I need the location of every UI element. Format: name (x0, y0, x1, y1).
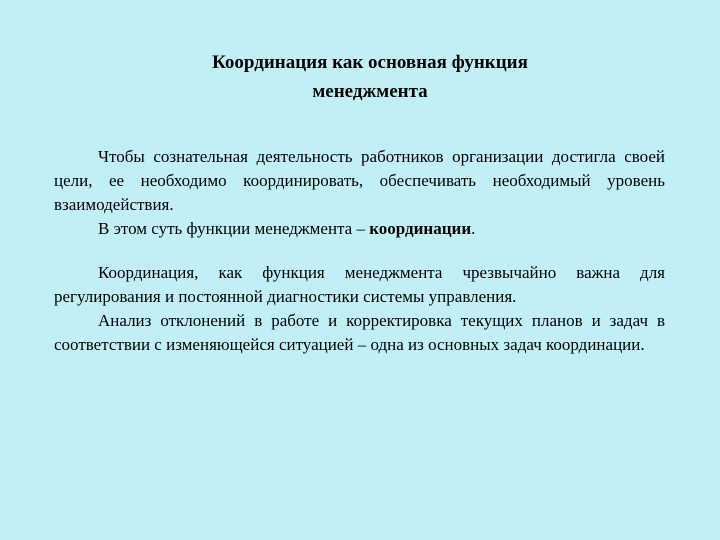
paragraph-gap (54, 241, 665, 261)
paragraph-2 (54, 217, 665, 241)
slide-body (54, 145, 665, 357)
paragraph-2-bold-term: координации (369, 219, 472, 238)
paragraph-4: Анализ отклонений в работе и корректировка текущих планов и задач в соответствии с изменяющейся ситуацией – одна из основных задач координации. (54, 311, 665, 354)
slide-title (0, 48, 720, 106)
paragraph-2-suffix: . (471, 219, 476, 238)
paragraph-2-prefix: В этом суть функции менеджмента – (98, 219, 370, 238)
title-line-2: менеджмента (312, 81, 428, 102)
title-line-1: Координация как основная функция (212, 52, 528, 73)
paragraph-3: Координация, как функция менеджмента чрезвычайно важна для регулирования и постоянной диагностики системы управления. (54, 263, 665, 306)
paragraph-1: Чтобы сознательная деятельность работников организации достигла своей цели, ее необходимо координировать, обеспечивать необходимый уровень взаимодействия. (54, 147, 665, 214)
